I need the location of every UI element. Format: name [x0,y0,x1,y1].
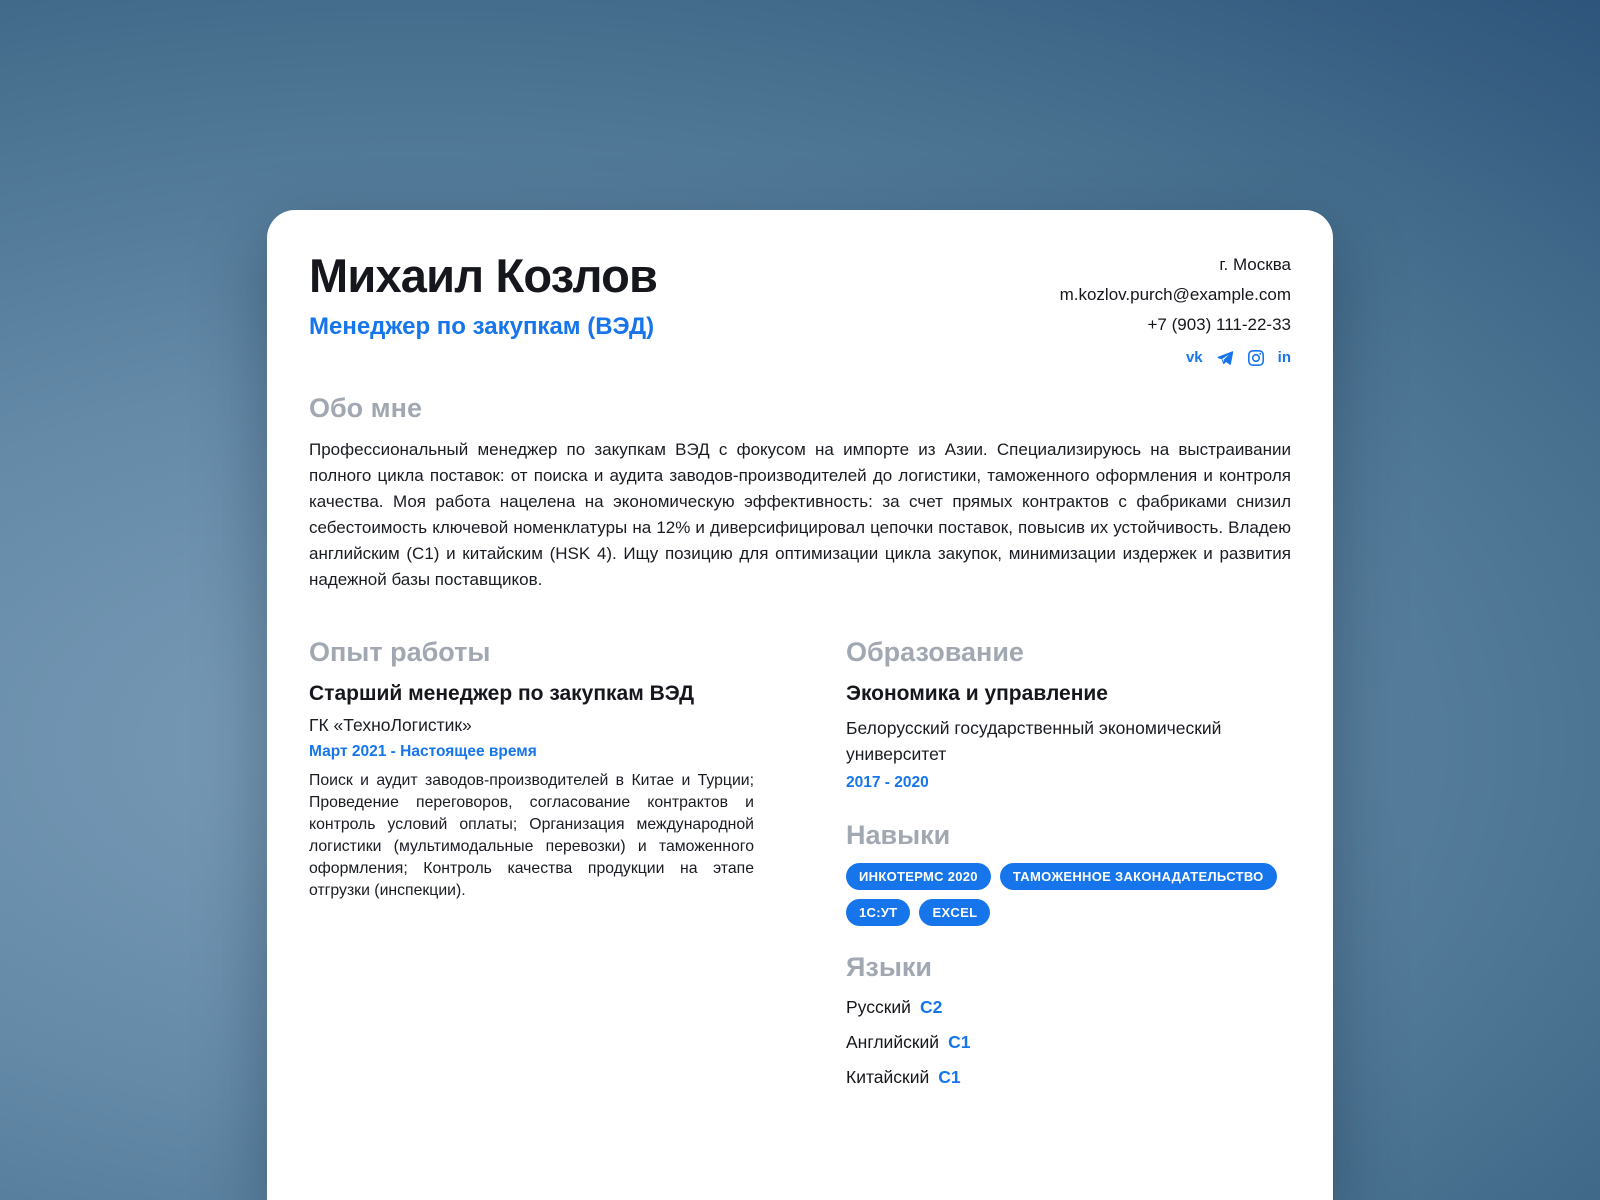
skill-badge: ИНКОТЕРМС 2020 [846,863,991,890]
resume-card [267,210,1333,1200]
language-level: C1 [938,1067,961,1087]
language-level: C2 [919,997,943,1017]
contact-email: m.kozlov.purch@example.com [1059,285,1291,304]
right-column [846,637,1291,1088]
skill-badge: EXCEL [919,899,990,926]
language-row [846,1032,1291,1053]
person-role: Менеджер по закупкам (ВЭД) [309,313,655,340]
language-name: Английский [846,1032,940,1052]
instagram-icon[interactable] [1247,349,1265,367]
social-links [1060,349,1291,367]
linkedin-icon[interactable]: in [1277,349,1291,366]
skills-heading: Навыки [846,820,951,850]
experience-heading: Опыт работы [309,637,491,667]
language-name: Русский [846,997,911,1017]
identity-block [309,248,657,341]
language-row [846,997,1291,1018]
language-name: Китайский [846,1067,930,1087]
languages-section [846,952,1291,1088]
person-name: Михаил Козлов [309,249,658,302]
contact-block [1060,248,1291,367]
education-heading: Образование [846,637,1024,667]
job-title: Старший менеджер по закупкам ВЭД [309,682,695,705]
job-company: ГК «ТехноЛогистик» [309,715,472,735]
job-period: Март 2021 - Настоящее время [309,743,537,760]
language-level: C1 [948,1032,971,1052]
contact-location: г. Москва [1219,255,1291,274]
job-description: Поиск и аудит заводов-производителей в Китае и Турции; Проведение переговоров, согласование контрактов и контроль условий оплаты; Организация международной логистики (мультимодальные перевозки) и таможенного оформления; Контроль качества продукции на этапе отгрузки (инспекции). [309,772,754,899]
language-row [846,1067,1291,1088]
contact-phone: +7 (903) 111-22-33 [1147,315,1291,334]
skill-badge: ТАМОЖЕННОЕ ЗАКОНАДАТЕЛЬСТВО [1000,863,1277,890]
about-section [309,393,1291,593]
education-degree: Экономика и управление [846,682,1108,705]
education-school: Белорусский государственный экономический университет [846,718,1222,764]
education-period: 2017 - 2020 [846,774,929,791]
about-heading: Обо мне [309,393,422,423]
skill-badge: 1С:УТ [846,899,910,926]
languages-heading: Языки [846,952,932,982]
skills-badges [846,863,1291,926]
two-column-area [309,637,1291,1088]
skills-section [846,820,1291,926]
experience-section [309,637,754,1088]
resume-header [309,248,1291,367]
vk-icon[interactable]: vk [1185,349,1203,366]
education-section [846,637,1291,792]
about-text: Профессиональный менеджер по закупкам ВЭД с фокусом на импорте из Азии. Специализируюсь на выстраивании полного цикла поставок: от поиска и аудита заводов-производителей до логистики, таможенного оформления и контроля качества. Моя работа нацелена на экономическую эффективность: за счет прямых контрактов с фабриками снизил себестоимость ключевой номенклатуры на 12% и диверсифицировал цепочки поставок, повысив их устойчивость. Владею английским (C1) и китайским (HSK 4). Ищу позицию для оптимизации цикла закупок, минимизации издержек и развития надежной базы поставщиков. [309,440,1291,589]
telegram-icon[interactable] [1216,349,1234,367]
